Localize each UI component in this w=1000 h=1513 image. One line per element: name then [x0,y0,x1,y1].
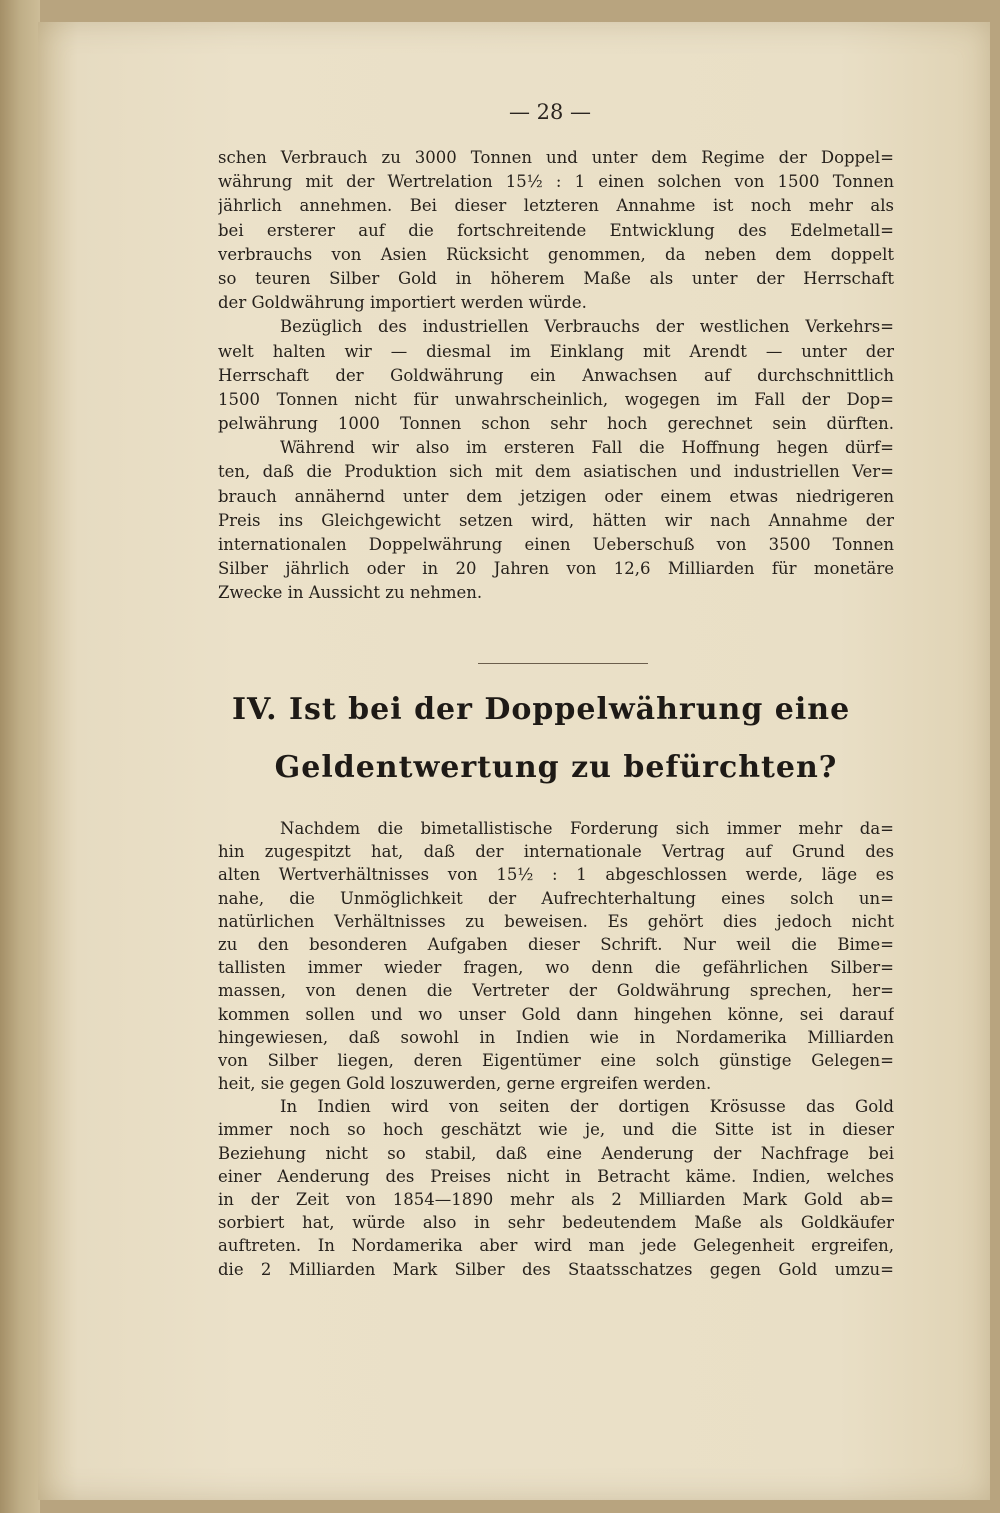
text-line: in der Zeit von 1854—1890 mehr als 2 Milliarden Mark Gold ab= [218,1190,894,1209]
text-line: zu den besonderen Aufgaben dieser Schrift. Nur weil die Bime= [218,934,894,954]
text-line: Beziehung nicht so stabil, daß eine Aenderung der Nachfrage bei [218,1143,894,1163]
section-divider [478,663,648,664]
text-line: natürlichen Verhältnisses zu beweisen. Es gehört dies jedoch nicht [218,911,894,931]
text-line: alten Wertverhältnisses von 15½ : 1 abgeschlossen werde, läge es [218,865,894,885]
paragraph-block-2 [218,817,894,1281]
text-line: so teuren Silber Gold in höherem Maße als unter der Herrschaft [218,268,894,288]
text-line: welt halten wir — diesmal im Einklang mit Arendt — unter der [218,341,894,361]
text-line: Preis ins Gleichgewicht setzen wird, hätten wir nach Annahme der [218,510,894,530]
text-line: pelwährung 1000 Tonnen schon sehr hoch gerechnet sein dürften. [218,414,894,434]
text-line: immer noch so hoch geschätzt wie je, und die Sitte ist in dieser [218,1120,894,1140]
text-line: Während wir also im ersteren Fall die Hoffnung hegen dürf= [280,438,894,458]
text-line: bei ersterer auf die fortschreitende Entwicklung des Edelmetall= [218,220,894,240]
text-line: schen Verbrauch zu 3000 Tonnen und unter dem Regime der Doppel= [218,148,894,167]
book-spine [0,0,40,1513]
text-line: nahe, die Unmöglichkeit der Aufrechterhaltung eines solch un= [218,888,894,908]
text-line: Bezüglich des industriellen Verbrauchs der westlichen Verkehrs= [280,317,894,337]
section-heading-line-1: IV. Ist bei der Doppelwährung eine [232,692,851,727]
text-line: tallisten immer wieder fragen, wo denn die gefährlichen Silber= [218,958,894,978]
text-line: 1500 Tonnen nicht für unwahrscheinlich, wogegen im Fall der Dop= [218,389,894,409]
text-line: Nachdem die bimetallistische Forderung sich immer mehr da= [280,819,894,838]
text-line: In Indien wird von seiten der dortigen Krösusse das Gold [280,1097,894,1117]
text-line: brauch annähernd unter dem jetzigen oder einem etwas niedrigeren [218,486,894,506]
text-line: Silber jährlich oder in 20 Jahren von 12,6 Milliarden für monetäre [218,559,894,579]
text-line: Herrschaft der Goldwährung ein Anwachsen auf durchschnittlich [218,365,894,385]
text-line: internationalen Doppelwährung einen Ueberschuß von 3500 Tonnen [218,535,894,554]
text-line: massen, von denen die Vertreter der Goldwährung sprechen, her= [218,981,894,1001]
text-line: einer Aenderung des Preises nicht in Betracht käme. Indien, welches [218,1166,894,1186]
paragraph-block-1 [218,146,894,606]
text-line: von Silber liegen, deren Eigentümer eine solch günstige Gelegen= [218,1050,894,1070]
text-line: hin zugespitzt hat, daß der internationale Vertrag auf Grund des [218,842,894,862]
text-line: auftreten. In Nordamerika aber wird man jede Gelegenheit ergreifen, [218,1236,894,1256]
text-line: der Goldwährung importiert werden würde. [218,293,587,313]
text-line: jährlich annehmen. Bei dieser letzteren Annahme ist noch mehr als [218,196,894,216]
text-line: heit, sie gegen Gold loszuwerden, gerne ergreifen werden. [218,1074,712,1094]
text-line: die 2 Milliarden Mark Silber des Staatsschatzes gegen Gold umzu= [218,1259,894,1279]
text-line: ten, daß die Produktion sich mit dem asiatischen und industriellen Ver= [218,462,894,482]
text-line: Zwecke in Aussicht zu nehmen. [218,583,483,603]
text-line: hingewiesen, daß sowohl in Indien wie in Nordamerika Milliarden [218,1027,894,1047]
text-line: kommen sollen und wo unser Gold dann hingehen könne, sei darauf [218,1004,894,1024]
text-line: verbrauchs von Asien Rücksicht genommen, da neben dem doppelt [218,244,894,264]
section-heading-line-2: Geldentwertung zu befürchten? [274,750,838,785]
text-line: sorbiert hat, würde also in sehr bedeutendem Maße als Goldkäufer [218,1213,894,1233]
page-number: — 28 — [508,100,592,124]
text-line: währung mit der Wertrelation 15½ : 1 einen solchen von 1500 Tonnen [218,172,894,192]
